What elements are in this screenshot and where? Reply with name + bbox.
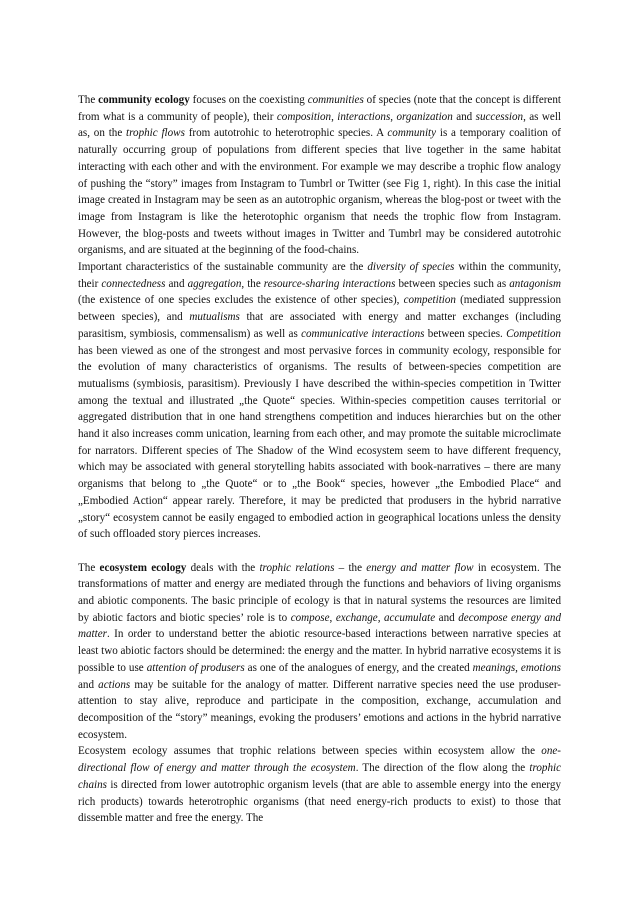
- text-run: may be suitable for the analogy of matter. Different narrative species need the use produser-attention to stay alive, reproduce and participate in the composition, exchange, accumulation and decomposition of the “story” meanings, evoking the produsers’ emotions and actions in the hybrid narrative ecosystem.: [78, 678, 561, 741]
- italic-term: communicative interactions: [301, 327, 425, 340]
- italic-term: trophic chains: [78, 762, 561, 791]
- bold-term: ecosystem ecology: [99, 561, 187, 574]
- italic-term: competition: [403, 294, 456, 307]
- italic-term: composition: [276, 110, 332, 123]
- text-run: deals with the: [186, 561, 260, 574]
- italic-term: diversity of species: [367, 261, 455, 274]
- text-run: (mediated suppression between species), and: [78, 294, 561, 324]
- italic-term: attention of produsers: [146, 661, 245, 674]
- text-run: Important characteristics of the sustainable community are the: [78, 261, 368, 274]
- text-run: , as well as, on the: [78, 110, 562, 140]
- italic-term: exchange, accumulate: [335, 611, 436, 624]
- bold-term: community ecology: [98, 94, 190, 106]
- text-run: is a temporary coalition of naturally occurring group of populations from different species that live together in the same habitat interacting with each other and with the environment. For example we may describe a trophic flow analogy of pushing the “story” images from Instagram to Tumbrl or Twitter (see Fig 1, right). In this case the initial image created in Instagram may be seen as an autotrophic organism, whereas the blog-post or tweet with the image from Instagram is like the heterotophic organism that needs the trophic flow from Instagram. However, the blog-posts and tweets without images in Twitter and Tumbrl may be considered autotrohic organisms, and are situated at the beginning of the food-chains.: [78, 127, 561, 257]
- italic-term: community: [387, 127, 437, 140]
- italic-term: mutualisms: [189, 311, 240, 324]
- text-run: within the community, their: [78, 261, 562, 290]
- text-run: of species (note that the concept is different from what is a community of people), their: [78, 94, 561, 123]
- italic-term: decompose energy and matter: [78, 611, 561, 641]
- paragraph-ecosystem-ecology: [78, 560, 561, 744]
- text-run: . In order to understand better the abiotic resource-based interactions between narrative species at least two abiotic factors should be determined: the energy and the matter. In hybrid narrative ecosystems it is possible to use: [78, 628, 561, 674]
- text-run: from autotrohic to heterotrophic species. A: [184, 127, 388, 140]
- text-run: and: [435, 611, 459, 624]
- italic-term: antagonism: [509, 277, 561, 290]
- italic-term: one-directional flow of energy and matter through the ecosystem: [78, 745, 561, 775]
- italic-term: energy and matter flow: [366, 561, 474, 574]
- paragraph-community-ecology: [78, 92, 561, 259]
- text-run: ,: [329, 611, 336, 624]
- body-text: [78, 92, 561, 827]
- italic-term: meanings, emotions: [472, 661, 561, 674]
- text-run: ,: [390, 110, 397, 123]
- text-run: has been viewed as one of the strongest and most pervasive forces in community ecology, responsible for the evolution of many characteristics of organisms. The results of between-species competition are mutualisms (symbiosis, parasitism). Previously I have described the within-species competition in Twitter among the textual and illustrated „the Quote“ species. Within-species competition causes territorial or aggregated distribution that in one hand strengthens competition and induces hierarchies but on the other hand it also increases comm unication, learning from each other, and may promote the suitable microclimate for narrators. Different species of The Shadow of the Wind ecosystem seem to have different frequency, which may be associated with general storytelling habits associated with book-narratives – there are many organisms that belong to „the Quote“ or to „the Book“ species, however „the Embodied Place“ and „Embodied Action“ appear rarely. Therefore, it may be predicted that produsers in the hybrid narrative „story“ ecosystem cannot be easily engaged to embodied action in geographical locations unless the density of such offloaded story pierces increases.: [78, 344, 561, 541]
- text-run: , the: [241, 277, 264, 290]
- text-run: Ecosystem ecology assumes that trophic relations between species within ecosystem allow the: [78, 745, 542, 758]
- italic-term: trophic flows: [126, 127, 185, 140]
- italic-term: actions: [98, 678, 131, 691]
- italic-term: organization: [396, 110, 453, 123]
- text-run: The: [78, 561, 100, 574]
- text-run: between species such as: [395, 277, 510, 290]
- text-run: in ecosystem. The transformations of matter and energy are mediated through the functions and behaviors of living organisms and abiotic components. The basic principle of ecology is that in natural systems the resources are limited by abiotic factors and biotic species’ role is to: [78, 561, 562, 624]
- text-run: ,: [331, 110, 338, 123]
- italic-term: trophic relations: [259, 561, 335, 574]
- text-run: (the existence of one species excludes the existence of other species),: [78, 294, 404, 307]
- text-run: . The direction of the flow along the: [355, 762, 530, 775]
- text-run: – the: [334, 561, 367, 574]
- italic-term: aggregation: [187, 277, 242, 290]
- italic-term: Competition: [506, 327, 561, 340]
- text-run: The: [78, 94, 99, 106]
- italic-term: communities: [307, 94, 364, 106]
- text-run: as one of the analogues of energy, and the created: [244, 661, 473, 674]
- text-run: and: [78, 678, 99, 691]
- paragraph-gap: [78, 543, 561, 560]
- text-run: between species.: [424, 327, 507, 340]
- text-run: and: [452, 110, 476, 123]
- italic-term: compose: [290, 611, 330, 624]
- italic-term: succession: [475, 110, 524, 123]
- paragraph-trophic-relations: [78, 743, 561, 827]
- text-run: is directed from lower autotrophic organism levels (that are able to assemble energy into the energy rich products) towards heterotrophic organisms (that need energy-rich products to exist) to those that dissemble matter and free the energy. The: [78, 778, 561, 825]
- text-run: that are associated with energy and matter exchanges (including parasitism, symbiosis, commensalism) as well as: [78, 311, 561, 340]
- paragraph-sustainable-community: [78, 259, 561, 543]
- text-run: focuses on the coexisting: [189, 94, 308, 106]
- italic-term: resource-sharing interactions: [263, 277, 396, 290]
- text-run: and: [165, 277, 188, 290]
- italic-term: interactions: [337, 110, 391, 123]
- italic-term: connectedness: [101, 277, 166, 290]
